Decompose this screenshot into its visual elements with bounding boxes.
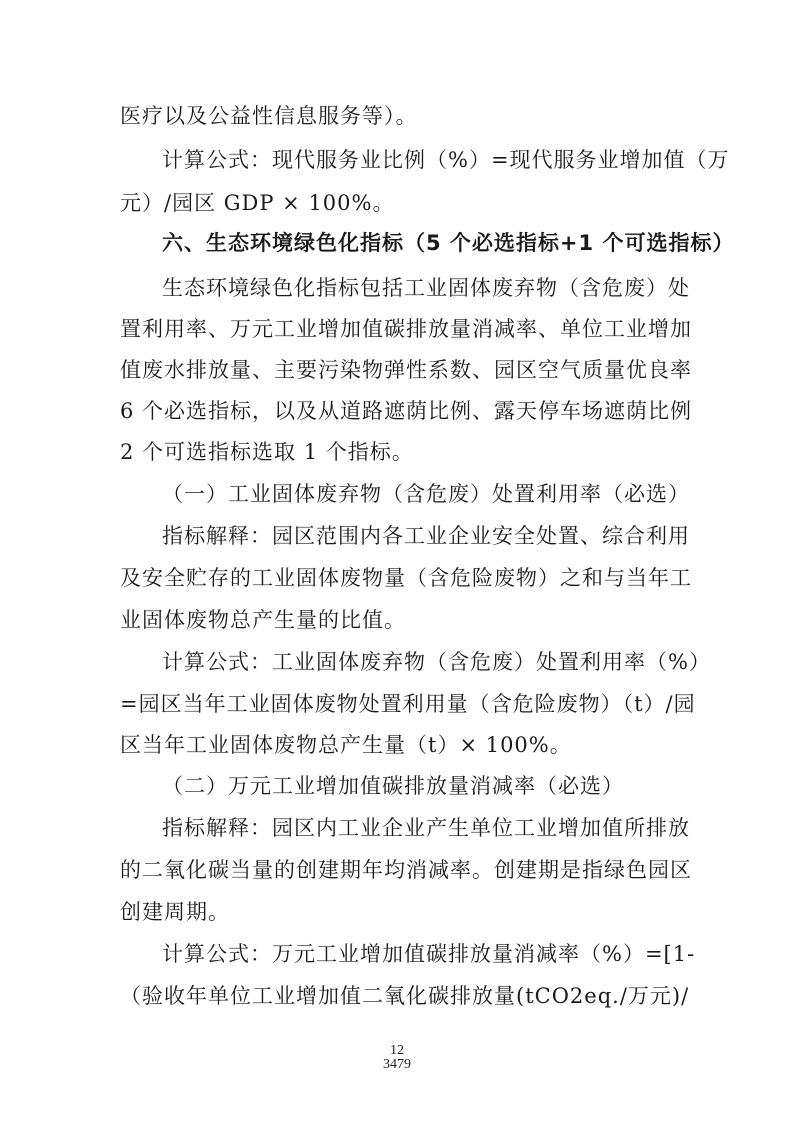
line-text: 业固体废物总产生量的比值。	[120, 608, 406, 632]
line-text: 及安全贮存的工业固体废物量（含危险废物）之和与当年工	[120, 566, 692, 590]
line-text: 置利用率、万元工业增加值碳排放量消减率、单位工业增加	[120, 317, 692, 341]
line-text: =园区当年工业固体废物处置利用量（含危险废物）（t）/园	[120, 692, 696, 716]
line-text: 元）/园区 GDP × 100%。	[120, 191, 395, 215]
serial-number: 3479	[383, 1057, 411, 1072]
heading-text: （二）万元工业增加值碳排放量消减率（必选）	[162, 774, 624, 798]
text-line	[0, 970, 794, 1022]
line-text: 创建周期。	[120, 900, 230, 924]
heading-text: 六、生态环境绿色化指标（5 个必选指标+1 个可选指标）	[162, 231, 735, 255]
line-text: 生态环境绿色化指标包括工业固体废弃物（含危废）处	[162, 276, 690, 300]
line-text: 计算公式：万元工业增加值碳排放量消减率（%）=[1-	[162, 942, 696, 966]
line-text: 计算公式：现代服务业比例（%）=现代服务业增加值（万	[162, 148, 730, 172]
page-number: 12	[390, 1043, 404, 1058]
line-text: 的二氧化碳当量的创建期年均消减率。创建期是指绿色园区	[120, 858, 692, 882]
line-text: 计算公式：工业固体废弃物（含危废）处置利用率（%）	[162, 650, 711, 674]
line-text: 医疗以及公益性信息服务等）。	[120, 104, 418, 128]
line-text: 区当年工业固体废物总产生量（t）× 100%。	[120, 733, 572, 757]
line-text: 值废水排放量、主要污染物弹性系数、园区空气质量优良率	[120, 358, 692, 382]
line-text: 指标解释：园区内工业企业产生单位工业增加值所排放	[162, 816, 690, 840]
line-text: （验收年单位工业增加值二氧化碳排放量(tCO2eq./万元)/	[120, 984, 690, 1008]
heading-text: （一）工业固体废弃物（含危废）处置利用率（必选）	[162, 482, 690, 506]
line-text: 6 个必选指标，以及从道路遮荫比例、露天停车场遮荫比例	[120, 399, 693, 423]
line-text: 指标解释：园区范围内各工业企业安全处置、综合利用	[162, 524, 690, 548]
line-text: 2 个可选指标选取 1 个指标。	[120, 440, 414, 464]
